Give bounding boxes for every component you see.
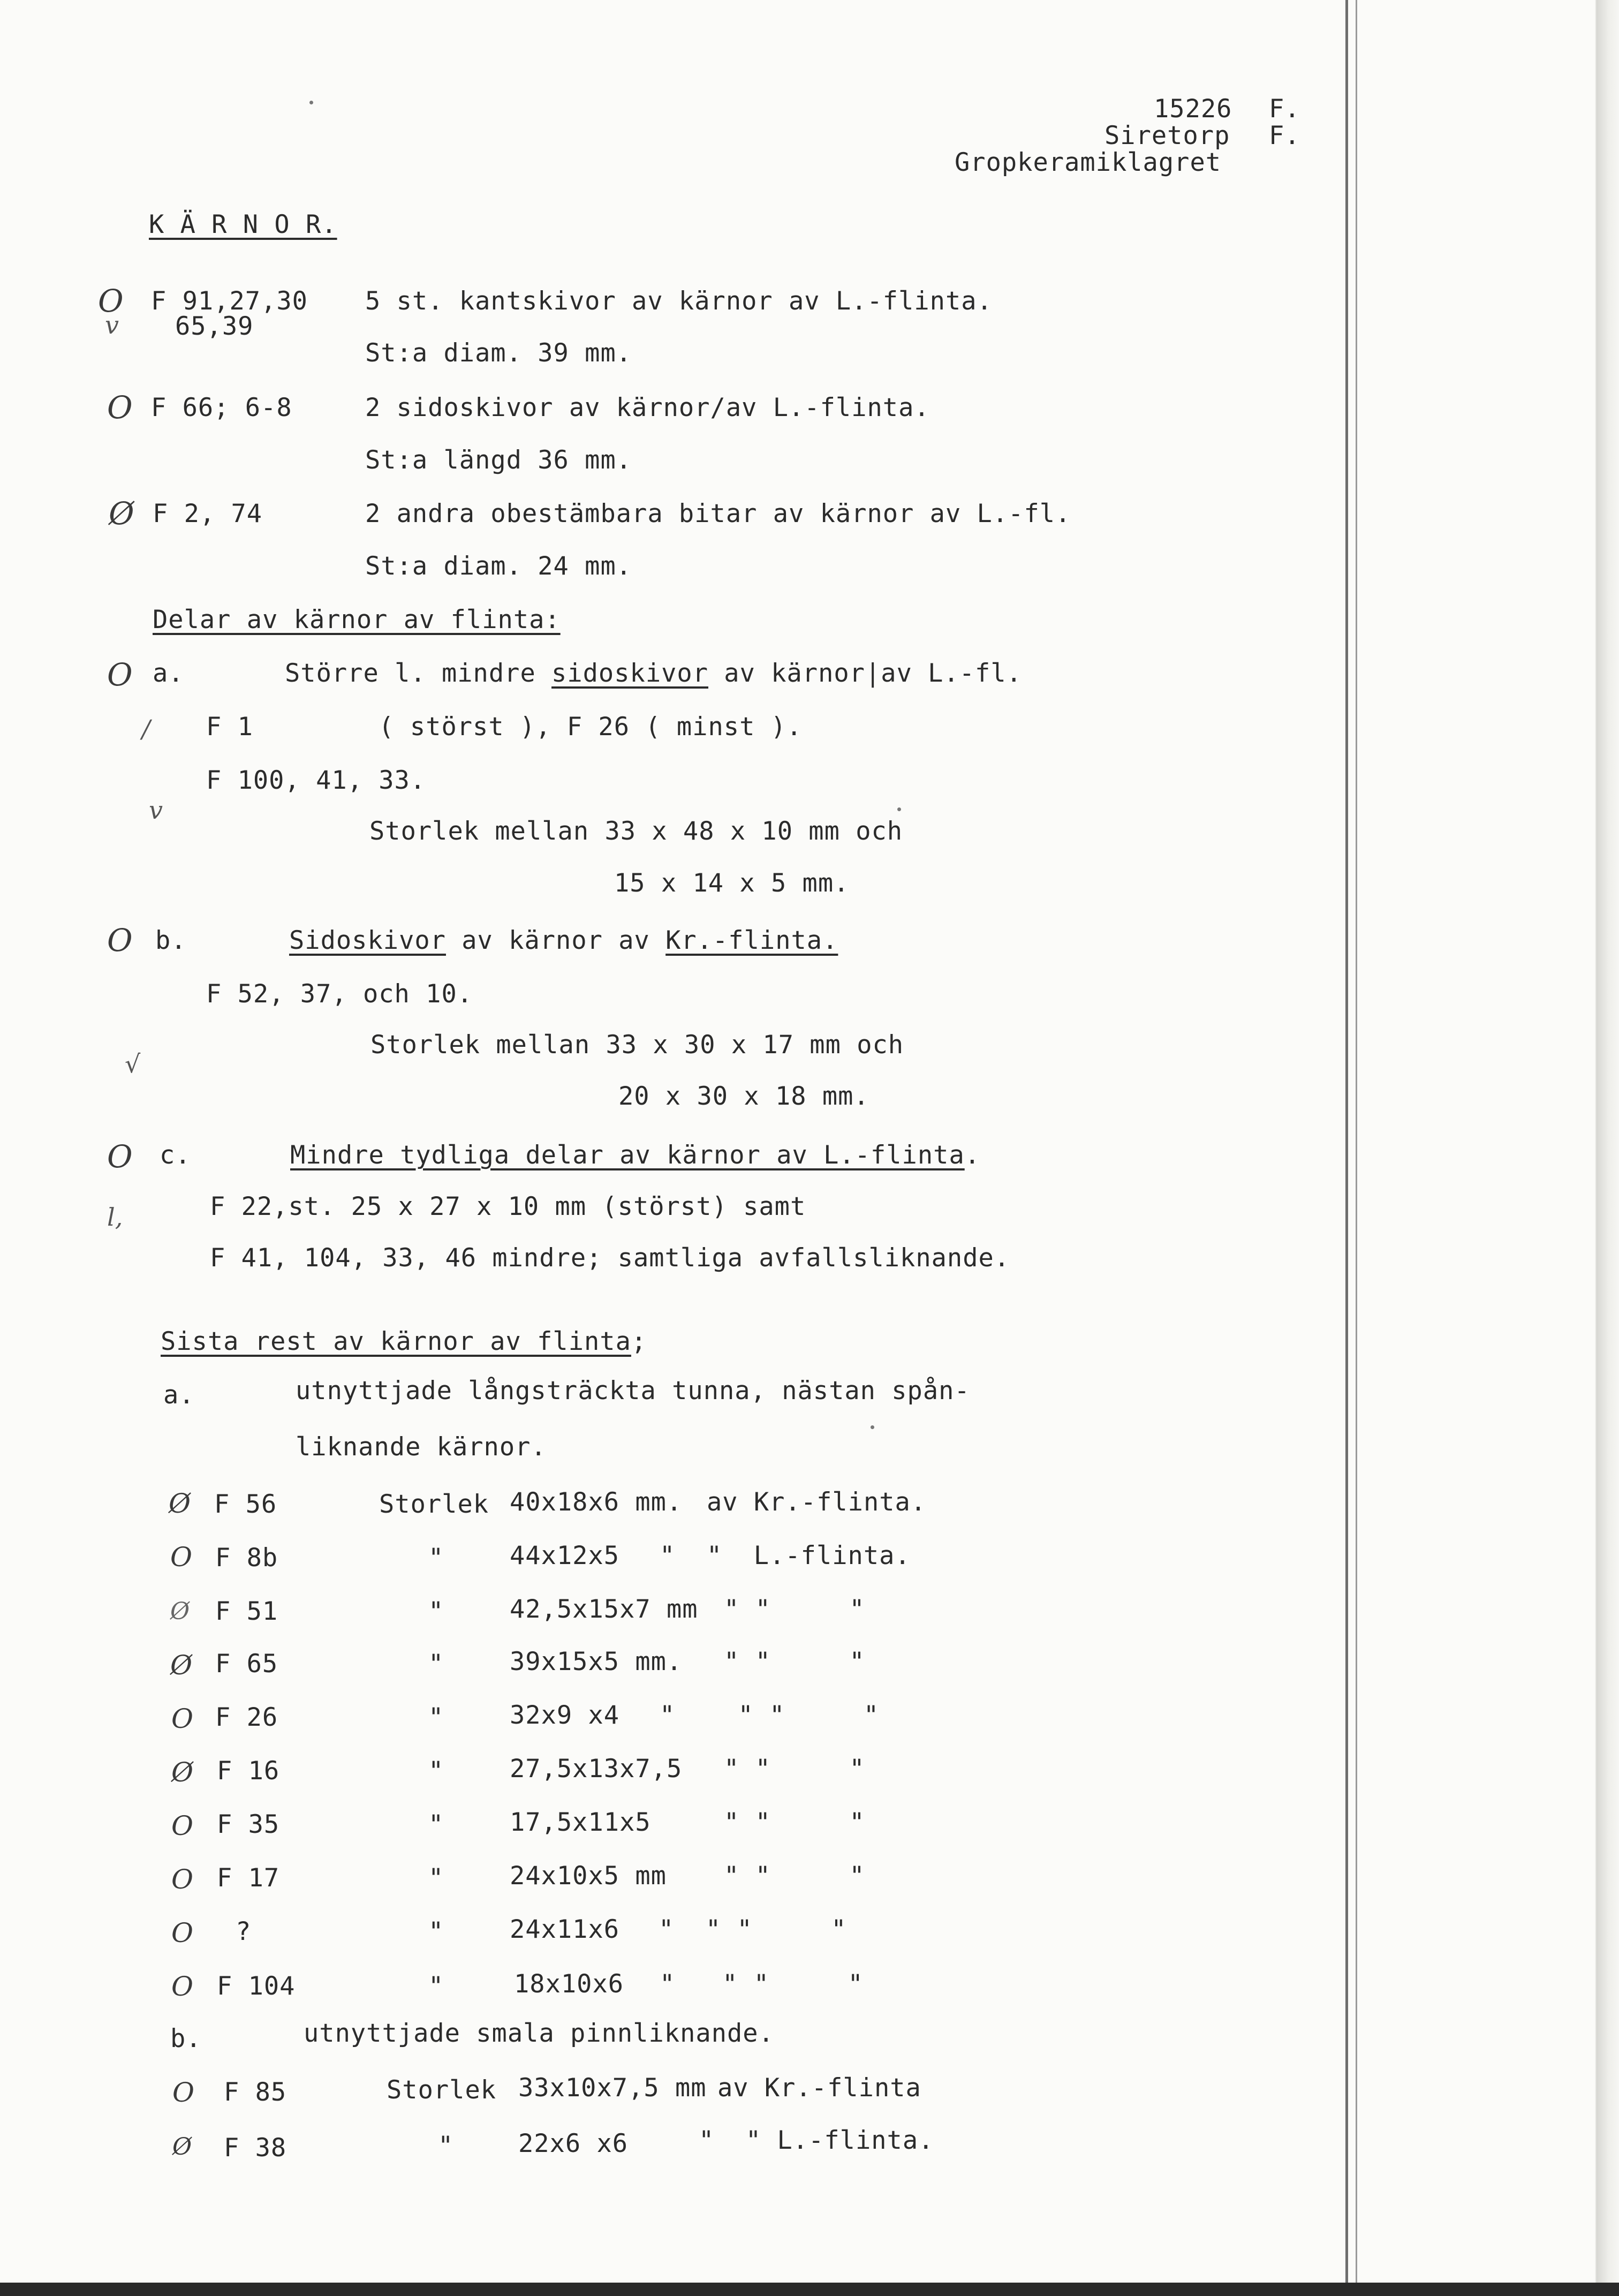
item-line: F 52, 37, och 10. [206,979,473,1009]
row-id: ? [236,1917,252,1946]
row-rest: " " " [724,1808,865,1837]
row-id: F 26 [215,1703,278,1732]
size-line: 15 x 14 x 5 mm. [614,868,850,898]
circle-mark: O [171,1810,193,1841]
row-size: 39x15x5 mm. [510,1647,683,1676]
entry-measure: St:a diam. 24 mm. [365,552,632,581]
section-heading-delar: Delar av kärnor av flinta: [153,605,561,635]
subsection-letter: a. [163,1380,195,1410]
row-quote: " [428,1863,444,1893]
row-rest: " " L.-flinta. [660,1541,911,1570]
size-line: Storlek mellan 33 x 48 x 10 mm och [369,817,903,846]
row-rest: " " L.-flinta. [699,2126,934,2155]
site-suffix: F. [1269,121,1300,150]
page-edge-line [1345,0,1348,2296]
row-rest: " " " [724,1861,865,1891]
row-id: F 16 [217,1756,280,1786]
entry-id: F 66; 6-8 [151,393,292,422]
row-size: 22x6 x6 [518,2129,629,2158]
heading-underlined: Sista rest av kärnor av flinta [161,1327,631,1356]
speck [871,1425,874,1429]
row-id: F 56 [214,1490,277,1519]
row-rest: " " " " [660,1701,880,1730]
row-rest: " " " [724,1754,865,1784]
row-id: F 17 [217,1863,280,1893]
row-quote: Storlek [379,1490,489,1519]
row-id: F 8b [215,1543,278,1573]
circle-mark: O [171,1864,193,1895]
row-id: F 38 [224,2133,287,2163]
section-heading-sista [161,1327,647,1357]
row-size: 40x18x6 mm. [510,1487,683,1517]
size-line: 20 x 30 x 18 mm. [618,1082,869,1111]
catalog-suffix: F. [1269,94,1300,124]
subsection-description: utnyttjade långsträckta tunna, nästan spån- [296,1376,970,1406]
item-line: F 100, 41, 33. [206,766,426,795]
desc-underlined: Kr.-flinta. [665,926,838,955]
heading-post: ; [631,1327,647,1356]
desc-underlined: sidoskivor [551,659,709,688]
subsection-description [289,926,838,956]
entry-measure: St:a diam. 39 mm. [365,338,632,368]
desc-post: . [964,1141,981,1170]
entry-description: 5 st. kantskivor av kärnor av L.-flinta. [365,286,993,316]
check-mark: v [149,796,163,825]
row-quote: Storlek [387,2075,497,2105]
row-id: F 51 [215,1597,278,1626]
subsection-description: utnyttjade smala pinnliknande. [304,2019,774,2048]
row-rest: " " " " [659,1915,847,1944]
row-rest: av Kr.-flinta. [707,1487,927,1517]
circle-mark: Ø [109,495,134,532]
entry-measure: St:a längd 36 mm. [365,445,632,475]
circle-mark: O [107,1138,133,1175]
circle-mark: Ø [171,1757,193,1788]
check-mark: v [105,311,119,339]
row-size: 27,5x13x7,5 [510,1754,683,1784]
row-quote: " [428,1543,444,1573]
row-size: 42,5x15x7 mm [510,1595,698,1624]
circle-mark: O [171,1971,193,2002]
catalog-number: 15226 [1154,94,1232,124]
row-quote: " [438,2131,454,2161]
row-size: 24x10x5 mm [510,1861,667,1891]
row-size: 33x10x7,5 mm [518,2073,707,2103]
subsection-letter: a. [153,659,184,688]
subsection-description-cont: liknande kärnor. [296,1432,547,1462]
circle-mark: Ø [170,1598,190,1625]
speck [309,101,313,104]
subsection-letter: c. [160,1141,191,1170]
check-mark: l, [107,1203,123,1232]
circle-mark: O [107,389,133,426]
entry-id-continued: 65,39 [175,312,254,341]
row-quote: " [428,1810,444,1839]
row-id: F 65 [215,1649,278,1679]
entry-description: 2 sidoskivor av kärnor/av L.-flinta. [365,393,930,422]
row-quote: " [428,1597,444,1626]
row-quote: " [428,1649,444,1679]
circle-mark: Ø [172,2133,192,2161]
entry-description: 2 andra obestämbara bitar av kärnor av L.-fl. [365,499,1071,528]
circle-mark: O [98,283,124,319]
item-line: F 41, 104, 33, 46 mindre; samtliga avfallsliknande. [210,1243,1010,1273]
row-size: 24x11x6 [510,1915,620,1944]
site-name: Siretorp [1104,121,1230,150]
row-quote: " [428,1972,444,2001]
row-rest: " " " " [660,1969,864,1999]
page-title: K Ä R N O R. [149,210,337,239]
row-size: 17,5x11x5 [510,1808,651,1837]
desc-mid: av kärnor av [445,926,666,955]
circle-mark: O [172,2077,194,2108]
row-rest: " " " [724,1647,865,1676]
desc-underlined: Mindre tydliga delar av kärnor av L.-flinta [290,1141,965,1170]
subsection-letter: b. [155,926,187,955]
entry-id: F 91,27,30 [151,286,308,316]
check-mark: / [142,714,150,743]
circle-mark: O [107,922,133,958]
check-mark: √ [125,1049,141,1078]
row-id: F 35 [217,1810,280,1839]
item-line: F 22,st. 25 x 27 x 10 mm (störst) samt [210,1192,806,1221]
row-size: 32x9 x4 [510,1701,620,1730]
row-id: F 85 [224,2078,287,2107]
desc-underlined: Sidoskivor [289,926,446,955]
layer-name: Gropkeramiklagret [955,148,1222,177]
entry-id: F 2, 74 [153,499,263,528]
circle-mark: O [107,656,133,693]
circle-mark: Ø [169,1488,191,1519]
row-size: 44x12x5 [510,1541,620,1570]
row-size: 18x10x6 [514,1969,624,1999]
row-rest: av Kr.-flinta [717,2073,921,2103]
desc-post: av kärnor|av L.-fl. [708,659,1022,688]
subsection-letter: b. [170,2024,202,2053]
row-rest: " " " [724,1595,865,1624]
circle-mark: O [170,1542,192,1573]
row-quote: " [428,1917,444,1946]
circle-mark: Ø [170,1650,192,1681]
subsection-description [290,1141,980,1170]
page-edge-line-secondary [1356,0,1357,2296]
size-line: Storlek mellan 33 x 30 x 17 mm och [370,1030,904,1060]
row-quote: " [428,1756,444,1786]
desc-pre: Större l. mindre [285,659,552,688]
row-quote: " [428,1703,444,1732]
scan-bottom-edge [0,2283,1619,2296]
circle-mark: O [171,1703,193,1734]
subsection-description [285,659,1022,689]
speck [897,807,901,811]
circle-mark: O [171,1917,193,1948]
item-line: F 1 ( störst ), F 26 ( minst ). [206,712,803,742]
row-id: F 104 [217,1972,296,2001]
page-edge-shadow [1341,0,1619,2296]
